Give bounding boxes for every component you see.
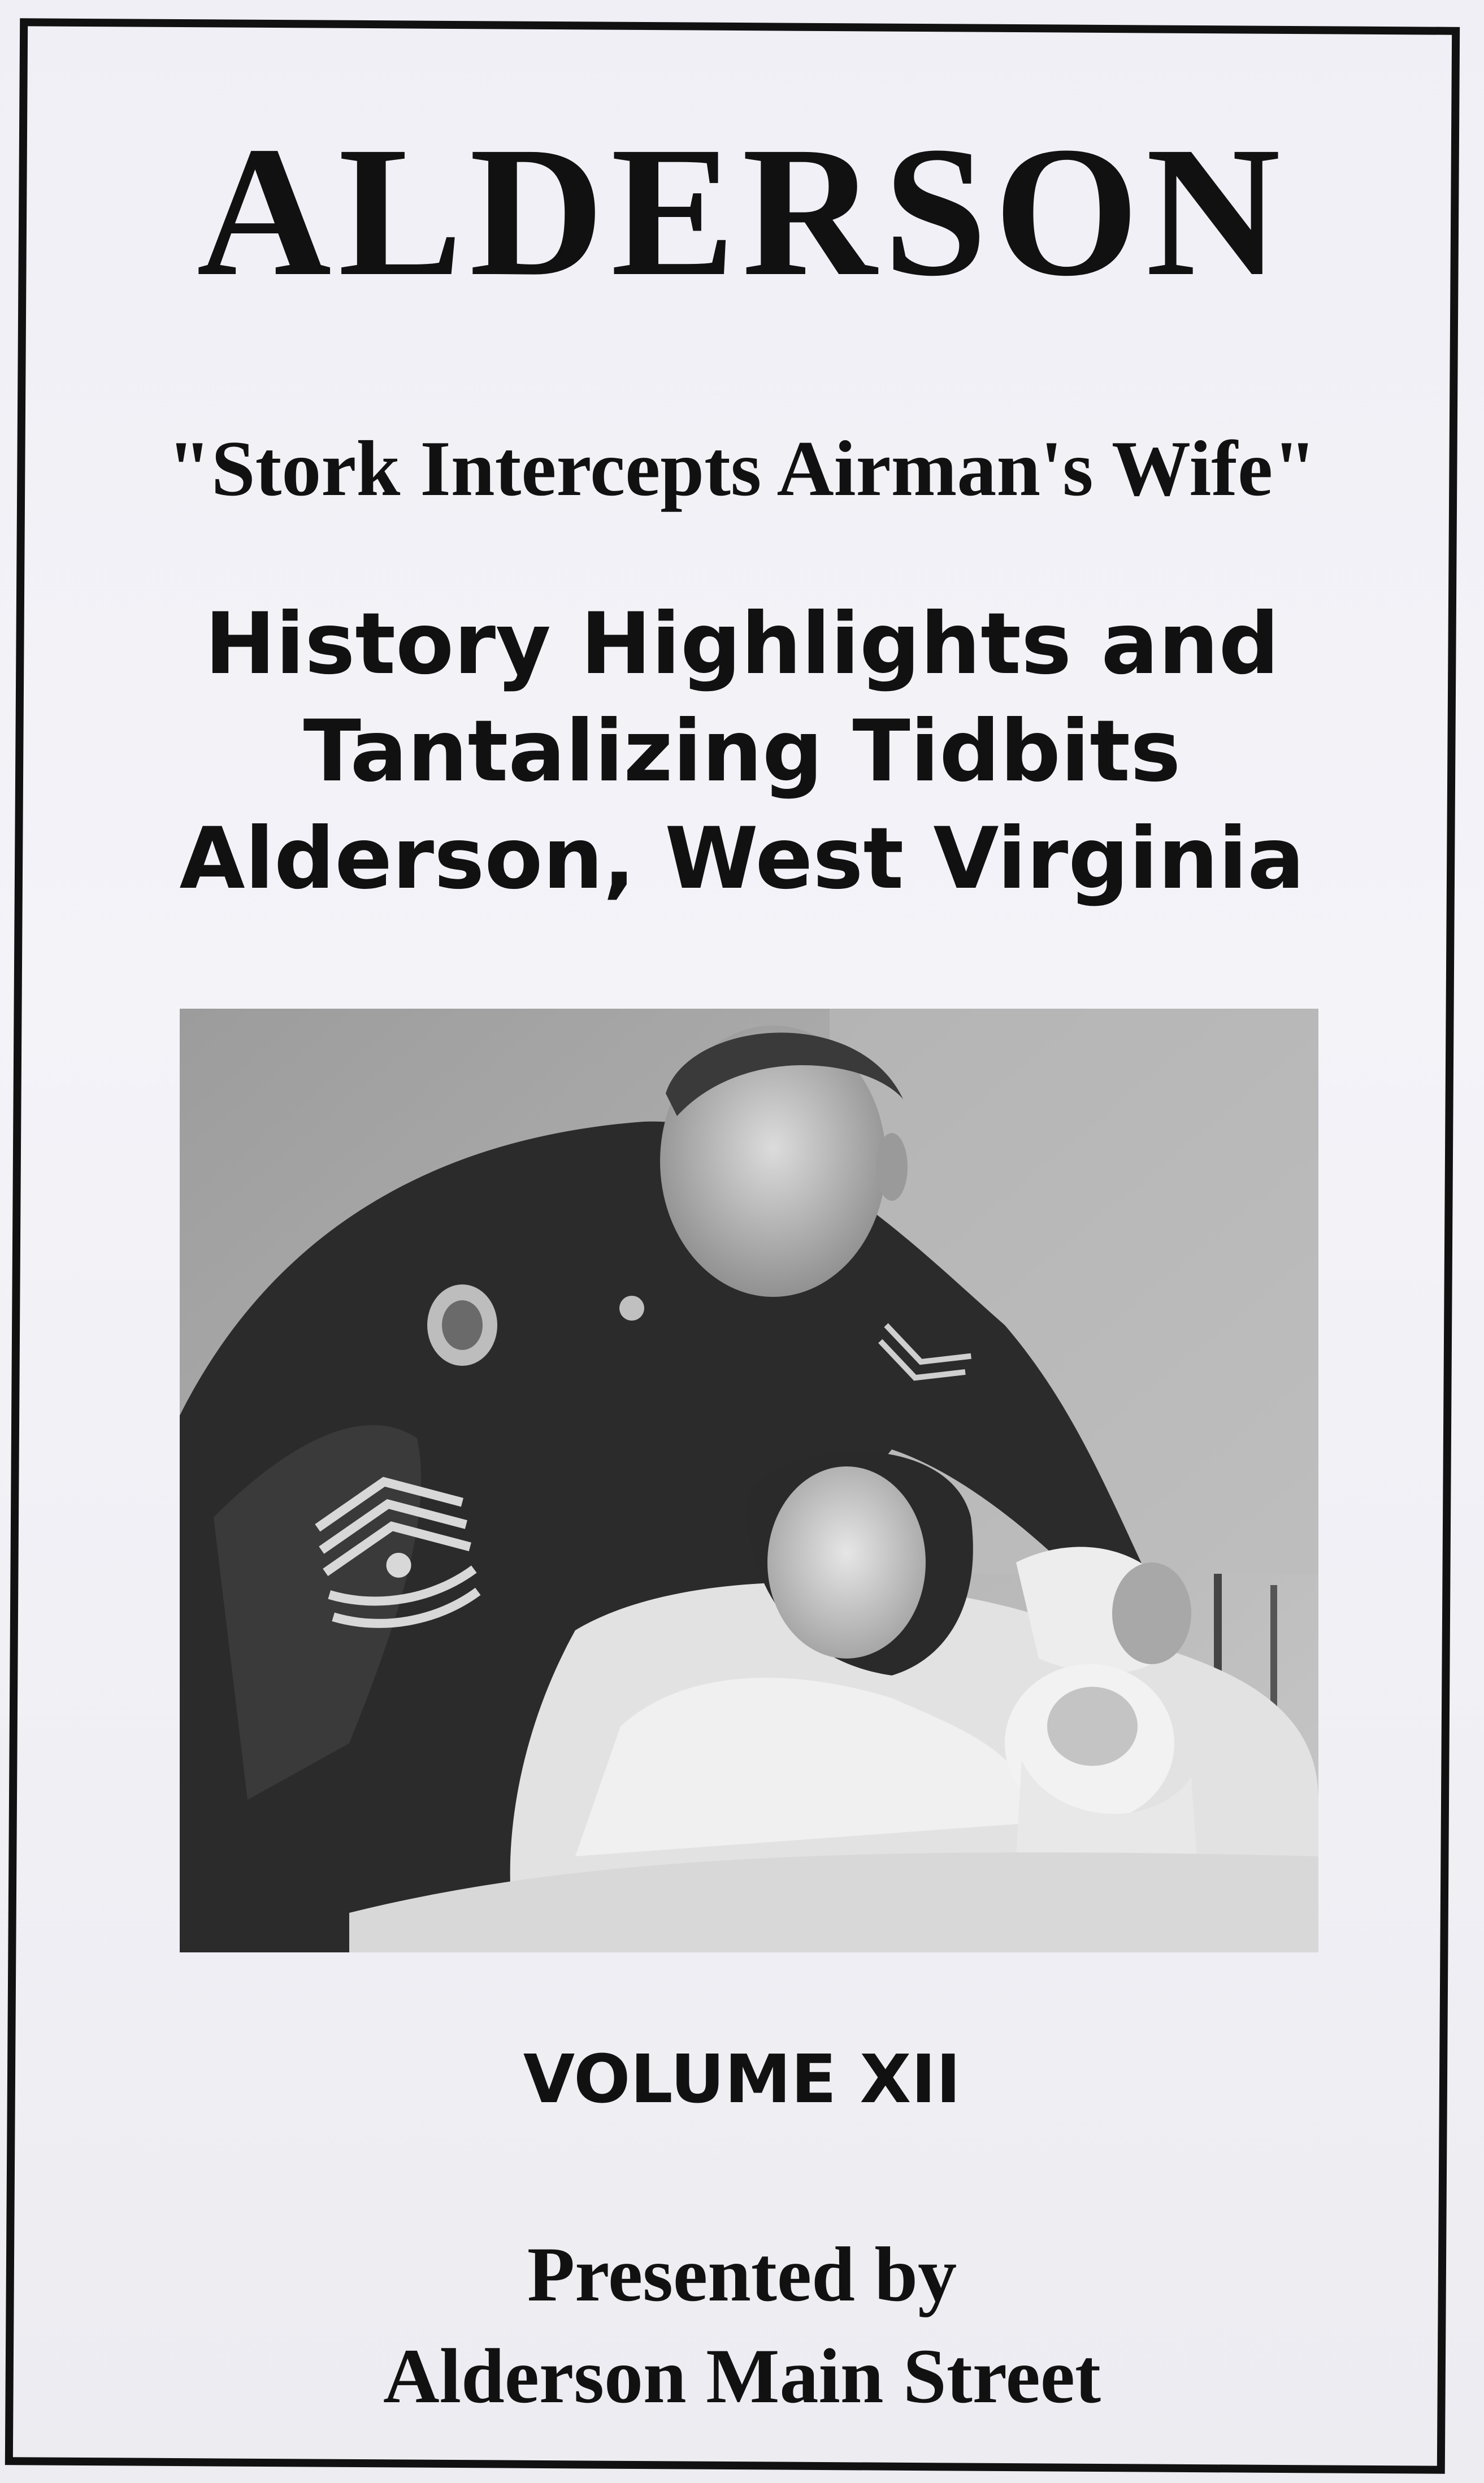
- cover-subtitle: "Stork Intercepts Airman's Wife": [167, 425, 1317, 513]
- presented-line: Alderson Main Street: [383, 2333, 1101, 2419]
- cover-highlights: [0, 591, 1484, 913]
- cover-title: ALDERSON: [197, 108, 1287, 315]
- highlights-line: History Highlights and: [205, 595, 1279, 693]
- highlights-line: Tantalizing Tidbits: [303, 702, 1181, 801]
- presented-by: [0, 2224, 1484, 2427]
- cover-photo: [180, 1009, 1318, 1952]
- highlights-line: Alderson, West Virginia: [179, 810, 1305, 908]
- presented-line: Presented by: [527, 2231, 957, 2317]
- volume-label: VOLUME XII: [523, 2040, 961, 2118]
